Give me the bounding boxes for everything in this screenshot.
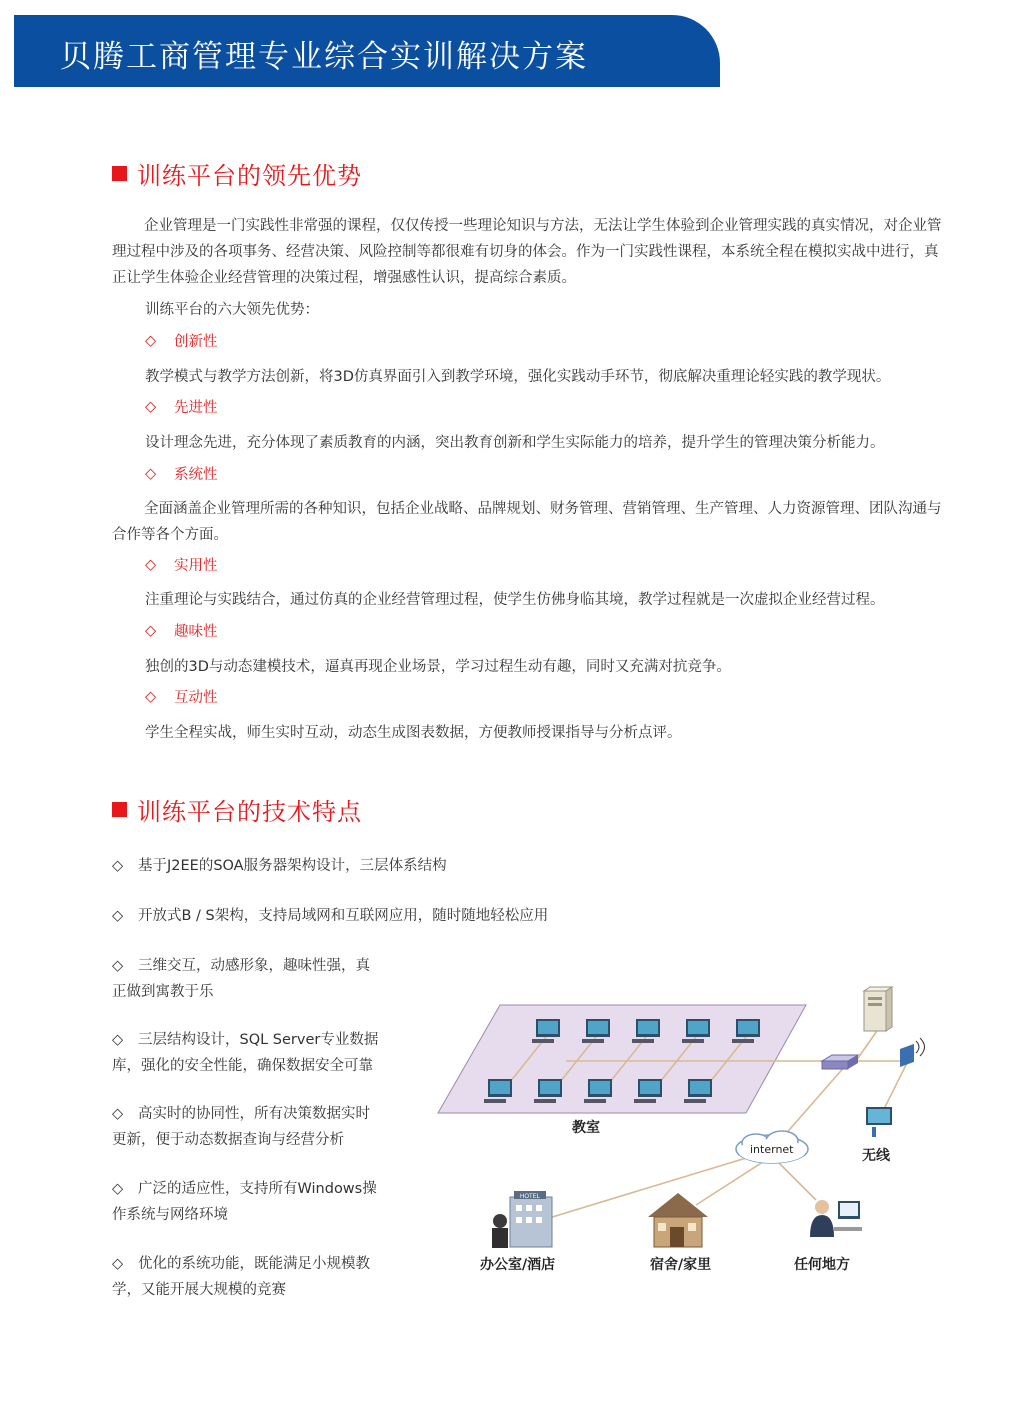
advantage-title-text: 系统性: [174, 467, 218, 483]
advantage-title: [145, 554, 218, 575]
feature-item: [112, 1101, 412, 1153]
feature-item: [112, 903, 548, 929]
diamond-icon: ◇: [112, 958, 124, 974]
feature-item: [112, 953, 412, 1005]
advantages-subtitle: 训练平台的六大领先优势：: [145, 302, 319, 318]
feature-item: [112, 1027, 412, 1079]
feature-text: 三层结构设计，SQL Server专业数据: [138, 1032, 379, 1048]
network-diagram: [436, 975, 956, 1285]
feature-item: [112, 1251, 412, 1303]
hotel-sign: HOTEL: [519, 1194, 541, 1200]
diamond-icon: ◇: [145, 556, 157, 573]
diamond-icon: ◇: [145, 398, 157, 415]
diamond-icon: ◇: [112, 1181, 124, 1197]
section-tech-heading: [112, 789, 362, 829]
feature-text: 作系统与网络环境: [112, 1207, 228, 1223]
advantage-desc: 学生全程实战，师生实时互动，动态生成图表数据，方便教师授课指导与分析点评。: [145, 725, 682, 741]
server-icon: [864, 987, 892, 1031]
diamond-icon: ◇: [145, 465, 157, 482]
diamond-icon: ◇: [145, 622, 157, 639]
red-square-icon: [112, 166, 127, 181]
advantage-title-text: 实用性: [174, 558, 218, 574]
switch-icon: [822, 1055, 858, 1069]
advantage-desc: 设计理念先进，充分体现了素质教育的内涵，突出教育创新和学生实际能力的培养，提升学生的管理决策分析能力。: [145, 435, 885, 451]
feature-text: 开放式B / S架构，支持局域网和互联网应用，随时随地轻松应用: [138, 908, 549, 924]
advantage-title: [145, 463, 218, 484]
feature-text: 更新，便于动态数据查询与经营分析: [112, 1132, 344, 1148]
diamond-icon: ◇: [145, 688, 157, 705]
feature-text: 正做到寓教于乐: [112, 984, 214, 1000]
label-dorm-home: 宿舍/家里: [650, 1257, 712, 1273]
diamond-icon: ◇: [145, 332, 157, 349]
label-internet: internet: [750, 1143, 794, 1156]
label-wireless: 无线: [862, 1148, 890, 1164]
diamond-icon: ◇: [112, 1032, 124, 1048]
advantage-desc: 独创的3D与动态建模技术，逼真再现企业场景，学习过程生动有趣，同时又充满对抗竞争。: [145, 659, 731, 675]
feature-text: 广泛的适应性，支持所有Windows操: [138, 1181, 377, 1197]
diamond-icon: ◇: [112, 908, 124, 924]
person-computer-icon: [810, 1200, 862, 1237]
house-icon: [648, 1193, 708, 1247]
feature-text: 基于J2EE的SOA服务器架构设计，三层体系结构: [138, 858, 447, 874]
laptop-icon: [866, 1107, 892, 1137]
advantage-title-text: 互动性: [174, 690, 218, 706]
advantage-title: [145, 620, 218, 641]
feature-text: 优化的系统功能，既能满足小规模教: [138, 1256, 370, 1272]
label-office-hotel: 办公室/酒店: [480, 1257, 556, 1273]
feature-text: 高实时的协同性，所有决策数据实时: [138, 1106, 370, 1122]
section-title: 训练平台的领先优势: [137, 161, 362, 190]
advantage-title: [145, 686, 218, 707]
advantage-title-text: 趣味性: [174, 624, 218, 640]
feature-item: [112, 1176, 412, 1228]
advantage-desc: 教学模式与教学方法创新，将3D仿真界面引入到教学环境，强化实践动手环节，彻底解决重理论轻实践的教学现状。: [145, 369, 891, 385]
feature-text: 三维交互，动感形象，趣味性强，真: [138, 958, 370, 974]
section-title: 训练平台的技术特点: [137, 797, 362, 826]
section-advantages-heading: [112, 153, 362, 193]
diamond-icon: ◇: [112, 1256, 124, 1272]
intro-paragraph: 企业管理是一门实践性非常强的课程，仅仅传授一些理论知识与方法，无法让学生体验到企业管理实践的真实情况，对企业管理过程中涉及的各项事务、经营决策、风险控制等都很难有切身的体会。作为一门实践性课程，本系统全程在模拟实战中进行，真正让学生体验企业经营管理的决策过程，增强感性认识，提高综合素质。: [112, 218, 942, 286]
advantage-desc: 注重理论与实践结合，通过仿真的企业经营管理过程，使学生仿佛身临其境，教学过程就是一次虚拟企业经营过程。: [145, 592, 885, 608]
access-point-icon: [900, 1038, 925, 1067]
advantage-desc: 全面涵盖企业管理所需的各种知识，包括企业战略、品牌规划、财务管理、营销管理、生产管理、人力资源管理、团队沟通与合作等各个方面。: [112, 501, 942, 543]
label-anywhere: 任何地方: [794, 1257, 850, 1273]
diamond-icon: ◇: [112, 1106, 124, 1122]
advantage-title: [145, 330, 218, 351]
label-classroom: 教室: [572, 1120, 600, 1136]
network-diagram-svg: [436, 975, 956, 1285]
advantage-title-text: 先进性: [174, 400, 218, 416]
feature-item: [112, 853, 447, 879]
diamond-icon: ◇: [112, 858, 124, 874]
hotel-icon: [492, 1191, 552, 1248]
advantage-title-text: 创新性: [174, 334, 218, 350]
page-title: 贝腾工商管理专业综合实训解决方案: [60, 39, 588, 75]
red-square-icon: [112, 802, 127, 817]
feature-text: 库，强化的安全性能，确保数据安全可靠: [112, 1058, 373, 1074]
feature-text: 学，又能开展大规模的竞赛: [112, 1282, 286, 1298]
header-banner: [14, 15, 720, 87]
advantage-title: [145, 396, 218, 417]
